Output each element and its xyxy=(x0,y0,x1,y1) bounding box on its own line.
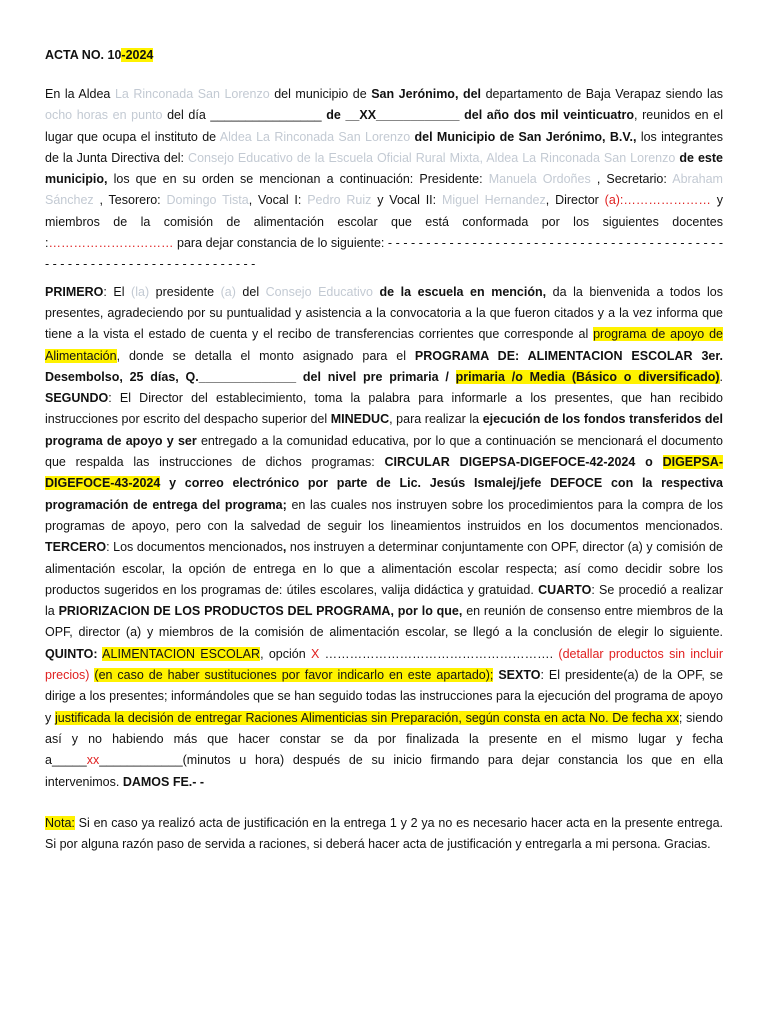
secretario-placeholder: Abraham Sánchez xyxy=(45,172,723,208)
note-label: Nota: xyxy=(45,815,75,830)
text: departamento de Baja Verapaz siendo las xyxy=(481,87,724,101)
digepsa-highlight: DIGEPSA-DIGEFOCE-43-2024 xyxy=(45,455,723,491)
hora-placeholder: ocho horas en punto xyxy=(45,108,163,123)
aldea-placeholder: La Rinconada San Lorenzo xyxy=(114,87,270,101)
text: del día ________________ xyxy=(162,108,327,123)
title-prefix: ACTA NO. 10 xyxy=(45,48,122,62)
note-paragraph xyxy=(45,813,723,856)
detallar-note: (detallar productos sin incluir precios) xyxy=(45,646,723,683)
text: , reunidos en el lugar que ocupa el instituto de xyxy=(45,108,723,144)
text: y Vocal II: xyxy=(371,193,442,208)
tesorero-placeholder: Domingo Tista xyxy=(166,193,249,208)
docentes-blank: ………………………… xyxy=(48,236,174,251)
text: : Los documentos mencionados xyxy=(106,540,283,555)
text: : El Director del establecimiento, toma la palabra para informarle a los presentes, que han recibido instrucciones por escrito del despacho superior del xyxy=(45,391,723,427)
text: , para realizar la xyxy=(389,412,483,427)
text: para dejar constancia de lo siguiente: - - - - - - - - - - - - - - - - - - - - - - - - - - - - - - - - - - - - - - - - - - - - - - - - - - - - - - - - - - - - - - - - - - - - - - - - xyxy=(45,236,723,272)
instituto-placeholder: Aldea La Rinconada San Lorenzo xyxy=(219,129,411,144)
text xyxy=(160,476,169,490)
text: ………………………………………………. xyxy=(319,646,559,661)
presidente-placeholder: Manuela Ordoñes xyxy=(488,172,591,187)
primero-heading: PRIMERO xyxy=(45,284,104,299)
quinto-heading: QUINTO: xyxy=(45,646,98,661)
justificada-highlight: justificada la decisión de entregar Raciones Alimenticias sin Preparación, según consta en acta No. De fecha xx xyxy=(55,710,679,725)
minutos-xx: xx xyxy=(86,753,100,768)
ejecucion-bold: ejecución de los fondos transferidos del programa de apoyo y ser xyxy=(45,412,723,448)
la-placeholder: (la) xyxy=(131,284,150,299)
opcion-x: X xyxy=(310,646,320,661)
text: , Director xyxy=(545,193,605,208)
consejo-placeholder: Consejo Educativo de la Escuela Oficial Rural Mixta, Aldea La Rinconada San Lorenzo xyxy=(188,150,676,165)
text: entregado a la comunidad educativa, por lo que a continuación se mencionará el documento que respalda las instrucciones de dichos programas: xyxy=(45,433,723,470)
municipio-bold: del Municipio de San Jerónimo, B.V., xyxy=(414,129,637,144)
text: en reunión de consenso entre miembros de la OPF, director (a) y miembros de la comisión de alimentación escolar, se llegó a la conclusión de elegir lo siguiente. xyxy=(45,604,723,640)
municipio: San Jerónimo, del xyxy=(371,87,482,101)
text: ; siendo así y no habiendo más que hacer constar se da por finalizada la presente en el mismo lugar y fecha a_____ xyxy=(45,710,724,768)
vocal2-placeholder: Miguel Hernandez xyxy=(441,193,546,208)
document-title xyxy=(45,44,723,66)
mineduc-bold: MINEDUC xyxy=(330,412,390,427)
damos-fe: DAMOS FE.- - xyxy=(122,774,205,789)
vocal1-placeholder: Pedro Ruiz xyxy=(307,193,372,208)
circular-bold: CIRCULAR DIGEPSA-DIGEFOCE-42-2024 o xyxy=(384,455,663,470)
cuarto-heading: CUARTO xyxy=(538,582,592,597)
text: presidente xyxy=(149,284,221,299)
text: , donde se detalla el monto asignado para el xyxy=(116,348,415,363)
correo-bold: y correo electrónico por parte de Lic. Jesús Ismalej/jefe DEFOCE con la respectiva programación de entrega del programa; xyxy=(45,476,723,512)
consejo-placeholder: Consejo Educativo xyxy=(265,284,373,299)
text: da la bienvenida a todos los presentes, agradeciendo por su puntualidad y asistencia a la convocatoria a la que fueron citados y a la vez informa que tiene a la vista el estado de cuenta y el recibo de transferencias corrientes que corresponde al xyxy=(45,284,723,342)
text: los que en su orden se mencionan a continuación: Presidente: xyxy=(107,172,489,187)
a-placeholder: (a) xyxy=(220,284,236,299)
escuela-bold: de la escuela en mención, xyxy=(379,284,547,299)
director-blank: (a):………………… xyxy=(604,193,711,208)
text: y miembros de la comisión de alimentación escolar que está conformada por los siguientes docentes : xyxy=(45,193,723,251)
text: en las cuales nos instruyen sobre los procedimientos para la compra de los programas de apoyo, pero con la salvedad de seguir los lineamientos instruidos en los documentos mencionados. xyxy=(45,497,723,533)
text: , opción xyxy=(260,646,311,661)
programa-highlight: programa de apoyo de Alimentación xyxy=(45,327,723,363)
text: , Secretario: xyxy=(590,172,673,187)
text: ____________(minutos u hora) después de su inicio firmando para dejar constancia los que en ella intervenimos. xyxy=(45,753,723,789)
body-paragraph xyxy=(45,282,723,793)
fecha-text: de __XX____________ del año dos mil veinticuatro xyxy=(326,108,635,123)
text: del xyxy=(235,284,266,299)
priorizacion-bold: PRIORIZACION DE LOS PRODUCTOS DEL PROGRAMA, por lo que, xyxy=(58,604,463,619)
tercero-heading: TERCERO xyxy=(45,540,107,555)
text: del municipio de xyxy=(269,87,372,101)
este-municipio: de este municipio, xyxy=(45,150,723,187)
text: , Tesorero: xyxy=(93,193,167,208)
sexto-heading: SEXTO xyxy=(498,668,541,683)
nivel-highlight: primaria /o Media (Básico o diversificado) xyxy=(455,369,720,384)
text: . xyxy=(719,369,723,384)
segundo-heading: SEGUNDO xyxy=(45,391,109,406)
text: los integrantes de la Junta Directiva del: xyxy=(45,129,723,165)
text: : El presidente(a) de la OPF, se dirige a los presentes; informándoles que se han seguido todas las instrucciones para la ejecución del programa de apoyo y xyxy=(45,668,723,725)
alimentacion-highlight: ALIMENTACION ESCOLAR xyxy=(102,646,261,661)
text: En la Aldea xyxy=(45,87,115,101)
text: : Se procedió a realizar la xyxy=(45,582,724,619)
note-text: Si en caso ya realizó acta de justificación en la entrega 1 y 2 ya no es necesario hacer acta en la presente entrega. Si por alguna razón paso de servida a raciones, si deberá hacer acta de justificación y entregarla a mi persona. Gracias. xyxy=(45,815,723,852)
opening-paragraph xyxy=(45,84,723,276)
sustituciones-highlight: (en caso de haber sustituciones por favor indicarlo en este apartado); xyxy=(94,668,494,683)
text: , Vocal I: xyxy=(248,193,308,208)
text: : El xyxy=(103,284,132,299)
programa-bold: PROGRAMA DE: ALIMENTACION ESCOLAR 3er. Desembolso, 25 días, Q.______________ del nivel pre primaria / xyxy=(45,348,723,384)
comma-bold: , xyxy=(282,540,287,555)
text: nos instruyen a determinar conjuntamente con OPF, director (a) y comisión de alimentación escolar, la opción de entrega en lo que a alimentación escolar respecta; así como decidir sobre los productos sugeridos en los programas de: útiles escolares, valija didáctica y gratuidad. xyxy=(45,540,723,597)
title-year: -2024 xyxy=(121,48,154,62)
